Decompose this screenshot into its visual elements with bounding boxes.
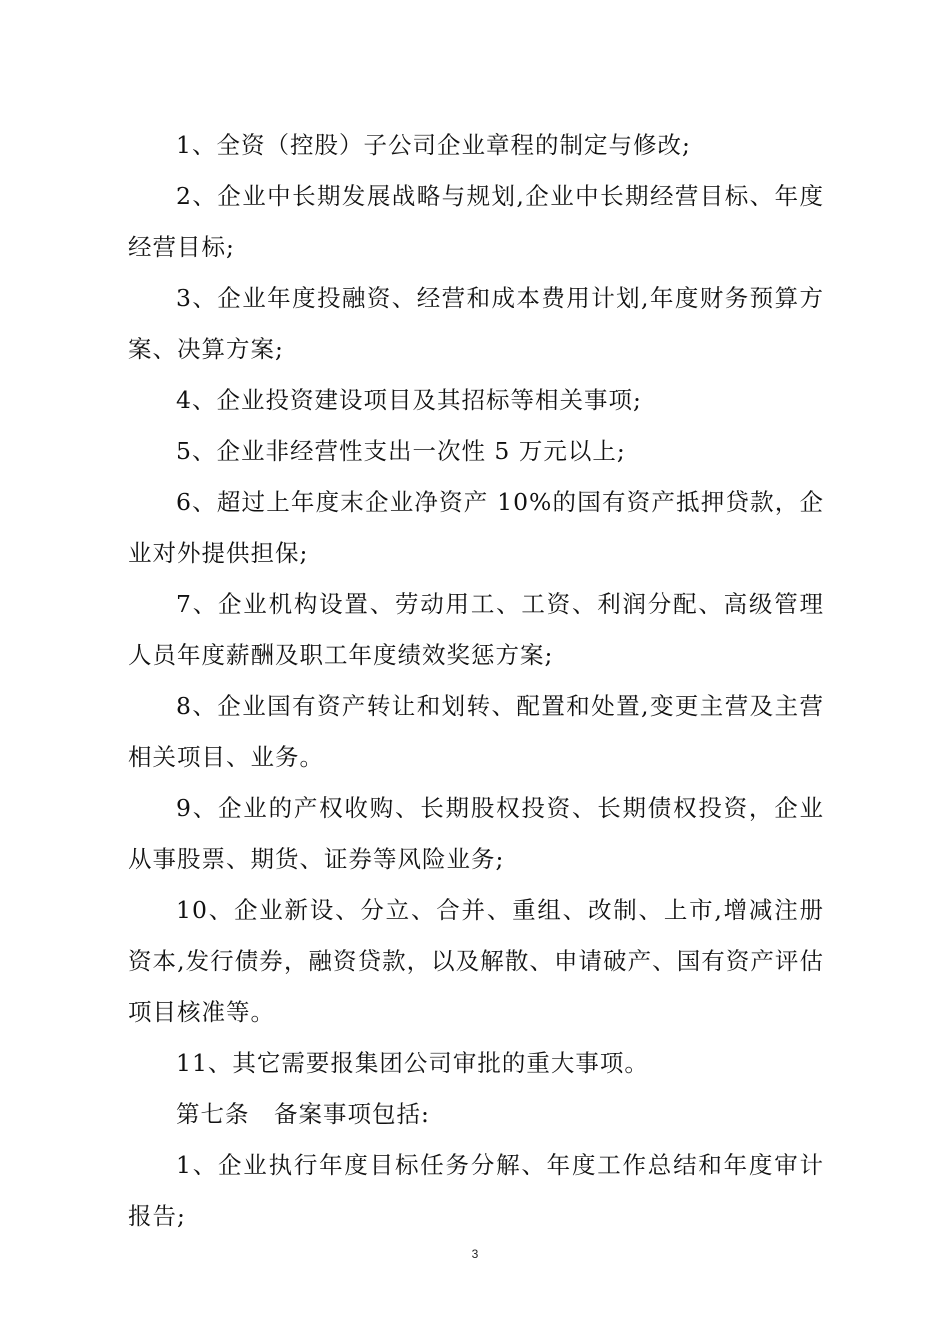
article-heading: 第七条 备案事项包括: (176, 1100, 430, 1128)
paragraph-13: 1、企业执行年度目标任务分解、年度工作总结和年度审计报告; (128, 1151, 824, 1230)
paragraph-11: 11、其它需要报集团公司审批的重大事项。 (176, 1049, 649, 1077)
paragraph-1: 1、全资（控股）子公司企业章程的制定与修改; (176, 131, 691, 159)
paragraph-5: 5、企业非经营性支出一次性 5 万元以上; (176, 437, 626, 465)
page-number: 3 (471, 1247, 479, 1261)
paragraph-6: 6、超过上年度末企业净资产 10%的国有资产抵押贷款，企业对外提供担保; (128, 488, 824, 567)
paragraph-7: 7、企业机构设置、劳动用工、工资、利润分配、高级管理人员年度薪酬及职工年度绩效奖惩方案; (128, 590, 824, 669)
paragraph-10: 10、企业新设、分立、合并、重组、改制、上市,增减注册资本,发行债券，融资贷款，以及解散、申请破产、国有资产评估项目核准等。 (128, 896, 824, 1026)
paragraph-4: 4、企业投资建设项目及其招标等相关事项; (176, 386, 642, 414)
paragraph-3: 3、企业年度投融资、经营和成本费用计划,年度财务预算方案、决算方案; (128, 284, 824, 363)
paragraph-2: 2、企业中长期发展战略与规划,企业中长期经营目标、年度经营目标; (128, 182, 824, 261)
paragraph-9: 9、企业的产权收购、长期股权投资、长期债权投资，企业从事股票、期货、证券等风险业务; (128, 794, 824, 873)
paragraph-8: 8、企业国有资产转让和划转、配置和处置,变更主营及主营相关项目、业务。 (128, 692, 824, 771)
document-body (128, 120, 824, 1242)
